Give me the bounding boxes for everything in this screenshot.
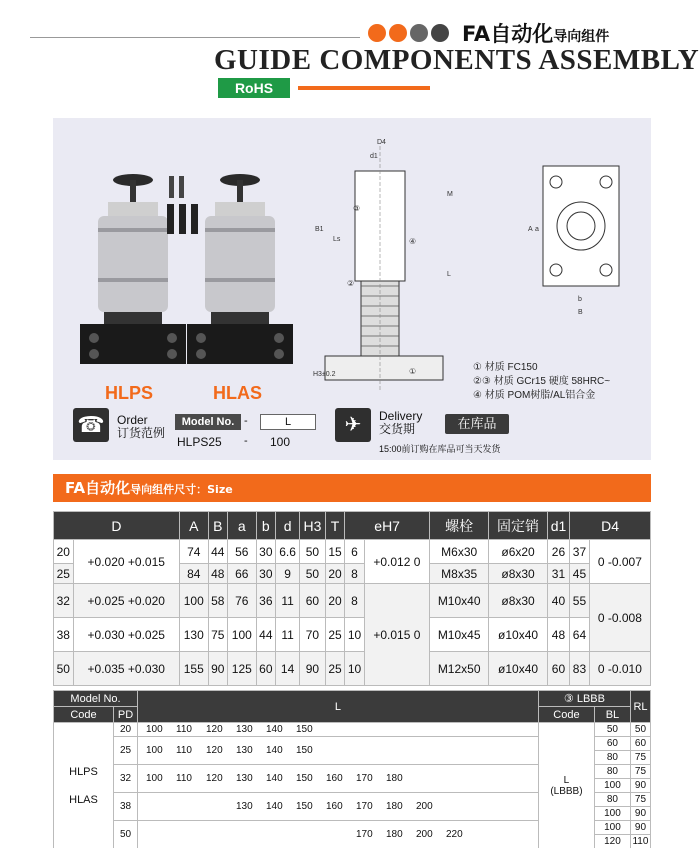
table-row: 25 84 48 66 30 9 50 20 8 M8x35 ø8x30 31 45 xyxy=(54,564,651,584)
col-d4: D4 xyxy=(570,512,651,540)
bl-cell: 100 xyxy=(594,821,630,835)
header-rule xyxy=(30,37,360,38)
svg-text:①: ① xyxy=(409,367,417,376)
product-label-hlas: HLAS xyxy=(213,383,262,403)
col-b-lower: b xyxy=(256,512,276,540)
col-h3: H3 xyxy=(300,512,326,540)
l-value: 100 xyxy=(270,435,291,449)
size-section-bar: FA自动化导向组件尺寸：Size xyxy=(53,474,651,502)
col-b-upper: B xyxy=(208,512,228,540)
model-no-header: Model No. xyxy=(175,414,241,430)
svg-text:D4: D4 xyxy=(377,139,386,146)
col-model-no: Model No. xyxy=(54,691,138,707)
header-dots xyxy=(368,24,449,42)
col-eh7: eH7 xyxy=(345,512,430,540)
code-cell: HLPS HLAS xyxy=(54,723,114,848)
bl-cell: 120 xyxy=(594,835,630,848)
delivery-note: 15:00前订购在库品可当天发货 xyxy=(379,444,501,454)
bl-cell: 50 xyxy=(594,723,630,737)
dot-3 xyxy=(410,24,428,42)
l-values: 100 110 120 130 140 150 xyxy=(138,737,539,765)
table-row: 50 +0.035 +0.030 155 90 125 60 14 90 25 10 M12x50 ø10x40 60 83 0 -0.010 xyxy=(54,652,651,686)
brand-title: FA自动化导向组件 xyxy=(462,22,610,46)
col-lbbb: ③ LBBB xyxy=(538,691,630,707)
rl-cell: 75 xyxy=(630,765,650,779)
table-row: 32 +0.025 +0.020 100 58 76 36 11 60 20 8 +0.015 0 M10x40 ø8x30 40 55 0 -0.008 xyxy=(54,584,651,618)
dot-4 xyxy=(431,24,449,42)
technical-drawing-side xyxy=(305,136,455,401)
pd-cell: 50 xyxy=(114,821,138,848)
col-pin: 固定销 xyxy=(489,512,547,540)
l-values: 100 110 120 130 140 150 160 170 180 xyxy=(138,765,539,793)
table-row xyxy=(54,723,651,737)
col-d-lower: d xyxy=(276,512,300,540)
product-photo-hlas xyxy=(185,168,295,368)
svg-text:M: M xyxy=(447,191,453,198)
rl-cell: 90 xyxy=(630,807,650,821)
col-bl: BL xyxy=(594,707,630,723)
rl-cell: 110 xyxy=(630,835,650,848)
rl-cell: 60 xyxy=(630,737,650,751)
svg-text:Ls: Ls xyxy=(333,236,341,243)
col-code-2: Code xyxy=(538,707,594,723)
bl-cell: 80 xyxy=(594,793,630,807)
page-title: GUIDE COMPONENTS ASSEMBLY xyxy=(214,44,700,76)
col-t: T xyxy=(325,512,345,540)
l-code-cell: L (LBBB) xyxy=(538,723,594,848)
col-pd: PD xyxy=(114,707,138,723)
l-values: 100 110 120 130 140 150 xyxy=(138,723,539,737)
telephone-icon: ☎ xyxy=(73,408,109,442)
svg-text:b: b xyxy=(578,296,582,303)
bl-cell: 100 xyxy=(594,807,630,821)
order-dash: - xyxy=(244,415,248,427)
model-table xyxy=(53,690,651,848)
material-3: ④ 材质 POM树脂/AL铝合金 xyxy=(473,390,596,401)
rl-cell: 75 xyxy=(630,793,650,807)
pd-cell: 38 xyxy=(114,793,138,821)
col-a-lower: a xyxy=(228,512,257,540)
technical-drawing-top xyxy=(523,136,638,321)
svg-text:d1: d1 xyxy=(370,153,378,160)
dot-2 xyxy=(389,24,407,42)
svg-text:②: ② xyxy=(347,279,355,288)
col-a-upper: A xyxy=(179,512,208,540)
table-row: 38 +0.030 +0.025 130 75 100 44 11 70 25 10 M10x45 ø10x40 48 64 xyxy=(54,618,651,652)
svg-text:④: ④ xyxy=(409,237,417,246)
airplane-icon: ✈ xyxy=(335,408,371,442)
bl-cell: 60 xyxy=(594,737,630,751)
rl-cell: 50 xyxy=(630,723,650,737)
bl-cell: 80 xyxy=(594,751,630,765)
material-1: ① 材质 FC150 xyxy=(473,362,538,373)
pd-cell: 32 xyxy=(114,765,138,793)
col-d1: d1 xyxy=(547,512,570,540)
rl-cell: 90 xyxy=(630,821,650,835)
l-values: 130 140 150 160 170 180 200 xyxy=(138,793,539,821)
table-row: 20 +0.020 +0.015 74 44 56 30 6.6 50 15 6 +0.012 0 M6x30 ø6x20 26 37 0 -0.007 xyxy=(54,540,651,564)
bl-cell: 100 xyxy=(594,779,630,793)
in-stock-badge: 在库品 xyxy=(445,414,509,434)
dot-1 xyxy=(368,24,386,42)
product-label-hlps: HLPS xyxy=(105,383,154,403)
l-header: L xyxy=(260,414,316,430)
svg-text:B: B xyxy=(578,309,583,316)
pd-cell: 25 xyxy=(114,737,138,765)
svg-text:H3±0.2: H3±0.2 xyxy=(313,371,336,378)
col-bolt: 螺栓 xyxy=(430,512,489,540)
rl-cell: 90 xyxy=(630,779,650,793)
svg-text:a: a xyxy=(535,226,539,233)
model-no-value: HLPS25 xyxy=(177,435,222,449)
svg-text:B1: B1 xyxy=(315,226,324,233)
pd-cell: 20 xyxy=(114,723,138,737)
rl-cell: 75 xyxy=(630,751,650,765)
bl-cell: 80 xyxy=(594,765,630,779)
size-table xyxy=(53,511,651,686)
product-panel xyxy=(53,118,651,460)
col-l: L xyxy=(138,691,539,723)
col-code: Code xyxy=(54,707,114,723)
svg-text:③: ③ xyxy=(353,204,361,213)
rohs-badge: RoHS xyxy=(218,78,290,98)
col-rl: RL xyxy=(630,691,650,723)
order-label: Order 订货范例 xyxy=(117,413,166,440)
l-values: 170 180 200 220 xyxy=(138,821,539,848)
delivery-label: Delivery 交货期 xyxy=(379,409,423,436)
svg-text:A: A xyxy=(528,226,533,233)
material-2: ②③ 材质 GCr15 硬度 58HRC~ xyxy=(473,376,611,387)
accent-rule xyxy=(298,86,430,90)
svg-text:L: L xyxy=(447,271,451,278)
col-d: D xyxy=(54,512,180,540)
order-dash-2: - xyxy=(244,435,248,447)
